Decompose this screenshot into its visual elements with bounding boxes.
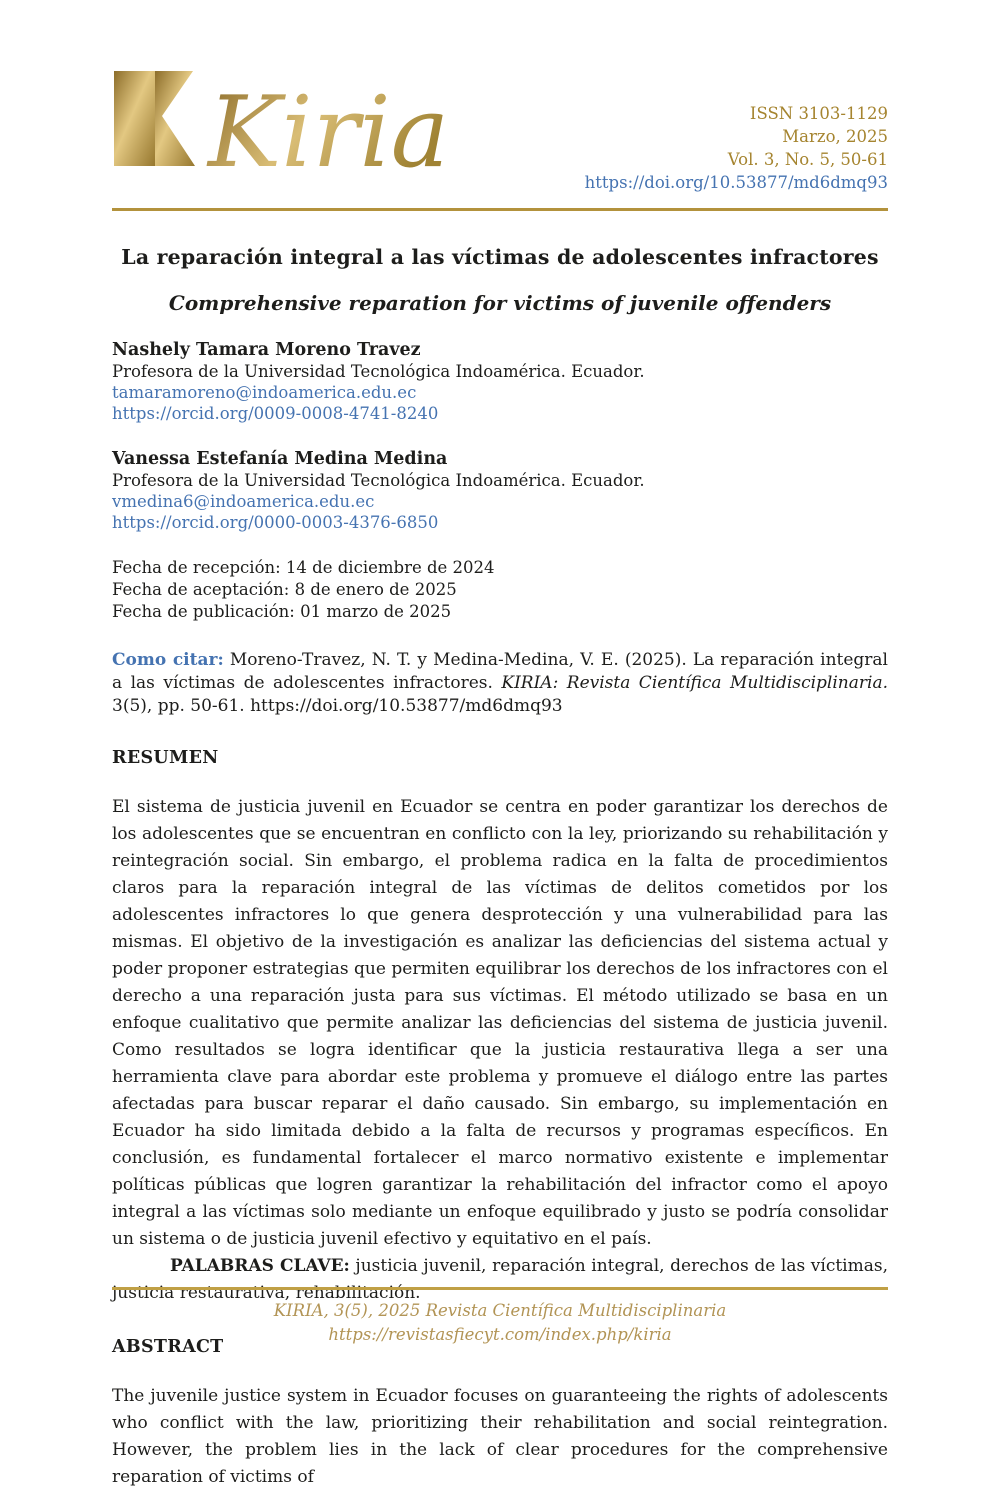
author-email-link[interactable]: tamaramoreno@indoamerica.edu.ec	[112, 383, 417, 402]
citation-label: Como citar:	[112, 650, 224, 670]
kiria-logo	[112, 46, 552, 202]
author-affiliation: Profesora de la Universidad Tecnológica Indoamérica. Ecuador.	[112, 471, 645, 490]
article-title-es: La reparación integral a las víctimas de adolescentes infractores	[121, 245, 879, 269]
header-meta	[585, 46, 888, 194]
citation-text-1: Moreno-Travez, N. T. y Medina-Medina, V. E. (2025). La reparación integral a las víctimas de adolescentes infractores.	[112, 650, 888, 693]
author-email-link[interactable]: vmedina6@indoamerica.edu.ec	[112, 492, 375, 511]
doi-link[interactable]: https://doi.org/10.53877/md6dmq93	[584, 173, 888, 192]
citation-text-2: 3(5), pp. 50-61. https://doi.org/10.53877/md6dmq93	[112, 696, 563, 716]
dates-section	[112, 557, 888, 623]
kiria-logo-text: Kiria	[208, 76, 450, 190]
footer-rule	[112, 1287, 888, 1290]
authors-section	[112, 339, 888, 533]
header-rule	[112, 208, 888, 211]
issue-date-text: Marzo, 2025	[782, 127, 888, 146]
author-orcid-link[interactable]: https://orcid.org/0000-0003-4376-6850	[112, 513, 439, 532]
kiria-logo-graphic	[112, 46, 552, 198]
resumen-heading: RESUMEN	[112, 748, 219, 768]
date-accepted: Fecha de aceptación: 8 de enero de 2025	[112, 580, 457, 599]
keywords-text: justicia juvenil, reparación integral, derechos de las víctimas, justicia restaurativa, rehabilitación.	[112, 1256, 888, 1303]
issn-text: ISSN 3103-1129	[749, 104, 888, 123]
abstract-heading: ABSTRACT	[112, 1337, 224, 1357]
author-block	[112, 339, 888, 424]
citation-paragraph	[112, 649, 888, 718]
abstract-paragraph: The juvenile justice system in Ecuador focuses on guaranteeing the rights of adolescents who conflict with the law, prioritizing their rehabilitation and social reintegration. However, the problem lies in the lack of clear procedures for the comprehensive reparation of victims of	[112, 1386, 888, 1487]
article-title-en: Comprehensive reparation for victims of juvenile offenders	[168, 291, 832, 315]
journal-header	[112, 0, 888, 202]
citation-journal-italic: KIRIA: Revista Científica Multidisciplinaria.	[501, 673, 888, 693]
date-received: Fecha de recepción: 14 de diciembre de 2024	[112, 558, 495, 577]
author-name: Nashely Tamara Moreno Travez	[112, 340, 421, 360]
footer-url-link[interactable]: https://revistasfiecyt.com/index.php/kiria	[328, 1325, 672, 1344]
author-block	[112, 448, 888, 533]
author-orcid-link[interactable]: https://orcid.org/0009-0008-4741-8240	[112, 404, 439, 423]
kiria-logomark-icon	[114, 71, 195, 166]
date-published: Fecha de publicación: 01 marzo de 2025	[112, 602, 452, 621]
keywords-label: PALABRAS CLAVE:	[170, 1256, 350, 1276]
author-affiliation: Profesora de la Universidad Tecnológica Indoamérica. Ecuador.	[112, 362, 645, 381]
footer-journal-line: KIRIA, 3(5), 2025 Revista Científica Multidisciplinaria	[273, 1301, 727, 1320]
author-name: Vanessa Estefanía Medina Medina	[112, 449, 448, 469]
volume-text: Vol. 3, No. 5, 50-61	[727, 150, 888, 169]
page-footer	[112, 1287, 888, 1347]
resumen-paragraph: El sistema de justicia juvenil en Ecuador se centra en poder garantizar los derechos de los adolescentes que se encuentran en conflicto con la ley, priorizando su rehabilitación y reintegración social. Sin embargo, el problema radica en la falta de procedimientos claros para la reparación integral de las víctimas de delitos cometidos por los adolescentes infractores lo que genera desprotección y una vulnerabilidad para las mismas. El objetivo de la investigación es analizar las deficiencias del sistema actual y poder proponer estrategias que permiten equilibrar los derechos de los infractores con el derecho a una reparación justa para sus víctimas. El método utilizado se basa en un enfoque cualitativo que permite analizar las deficiencias del sistema de justicia juvenil. Como resultados se logra identificar que la justicia restaurativa llega a ser una herramienta clave para abordar este problema y promueve el diálogo entre las partes afectadas para buscar reparar el daño causado. Sin embargo, su implementación en Ecuador ha sido limitada debido a la falta de recursos y programas específicos. En conclusión, es fundamental fortalecer el marco normativo existente e implementar políticas públicas que logren garantizar la rehabilitación del infractor como el apoyo integral a las víctimas solo mediante un enfoque equilibrado y justo se podría consolidar un sistema o de justicia juvenil efectivo y equitativo en el país.	[112, 797, 888, 1249]
